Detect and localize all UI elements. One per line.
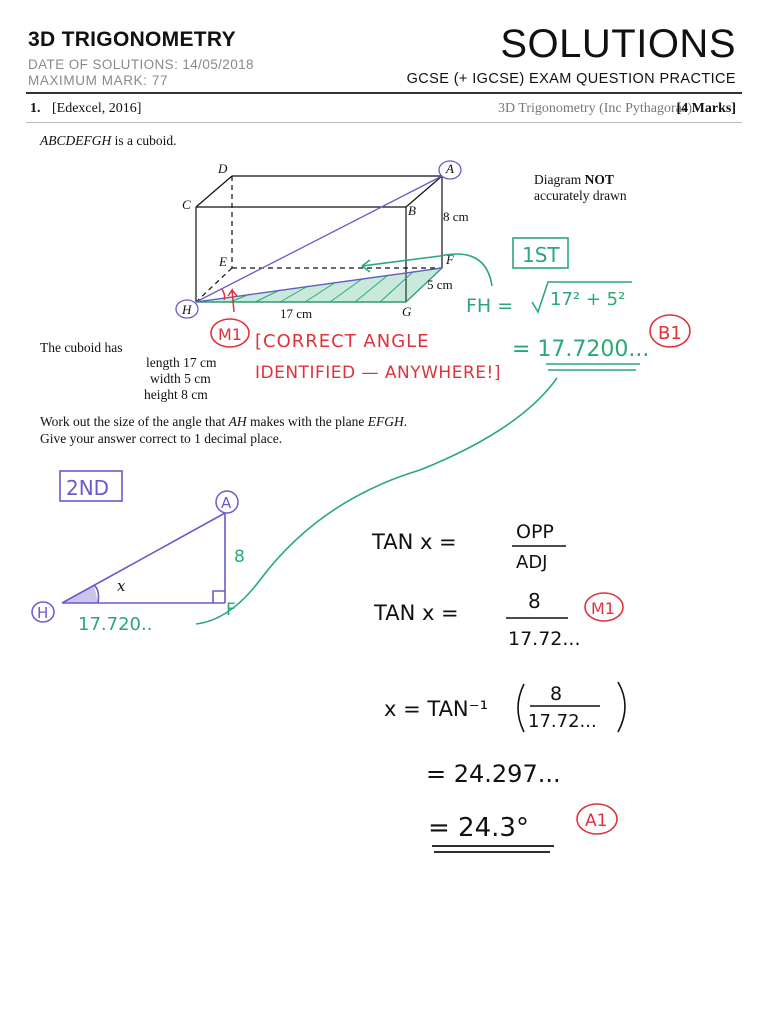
fh-value: = 17.7200... bbox=[512, 337, 650, 362]
eq3-numerator: 8 bbox=[550, 683, 563, 705]
question-topic: 3D Trigonometry (Inc Pythagoras) bbox=[497, 101, 692, 116]
connector-curve bbox=[196, 378, 557, 624]
solutions-heading: SOLUTIONS bbox=[500, 22, 736, 66]
question-precision: Give your answer correct to 1 decimal place. bbox=[40, 431, 283, 446]
fh-lhs: FH = bbox=[466, 295, 514, 317]
maximum-mark: MAXIMUM MARK: 77 bbox=[28, 73, 169, 88]
tri-side-8: 8 bbox=[234, 547, 245, 567]
question-task: Work out the size of the angle that AH makes with the plane EFGH. bbox=[40, 414, 408, 429]
correct-angle-line1: [CORRECT ANGLE bbox=[255, 331, 430, 352]
vertex-c: C bbox=[182, 197, 191, 212]
tri-vertex-f: F bbox=[226, 600, 236, 620]
eq1-denominator: ADJ bbox=[516, 552, 548, 573]
cuboid-length: length 17 cm bbox=[146, 355, 217, 370]
cuboid-has-label: The cuboid has bbox=[40, 340, 123, 355]
vertex-g: G bbox=[402, 304, 412, 319]
cuboid-height: height 8 cm bbox=[144, 387, 208, 402]
b1-mark: B1 bbox=[658, 323, 682, 344]
step1-label: 1ST bbox=[522, 243, 560, 267]
cuboid-width: width 5 cm bbox=[150, 371, 211, 386]
a1-mark: A1 bbox=[585, 811, 608, 831]
question-number: 1. bbox=[30, 101, 41, 116]
left-paren-icon bbox=[518, 684, 524, 732]
eq4: = 24.297... bbox=[426, 760, 561, 788]
eq3-denominator: 17.72... bbox=[528, 711, 597, 732]
tri-base: 17.720.. bbox=[78, 614, 153, 635]
tri-angle-x: x bbox=[117, 577, 126, 595]
dim-height: 8 cm bbox=[443, 209, 469, 224]
eq5-answer: = 24.3° bbox=[428, 813, 529, 843]
page-title: 3D TRIGONOMETRY bbox=[28, 28, 236, 51]
eq3-lhs: x = TAN⁻¹ bbox=[384, 697, 489, 721]
step2-label: 2ND bbox=[66, 476, 110, 500]
vertex-d: D bbox=[218, 161, 228, 176]
m1-mark-a: M1 bbox=[218, 325, 242, 344]
exam-subtitle: GCSE (+ IGCSE) EXAM QUESTION PRACTICE bbox=[406, 71, 736, 87]
vertex-b: B bbox=[408, 203, 416, 218]
question-marks: [4 Marks] bbox=[676, 101, 736, 116]
diagram-note: Diagram NOT bbox=[534, 172, 614, 187]
dim-width: 5 cm bbox=[427, 277, 453, 292]
vertex-h: H bbox=[182, 302, 192, 317]
dim-length: 17 cm bbox=[280, 306, 313, 321]
question-source: [Edexcel, 2016] bbox=[52, 101, 142, 116]
eq2-lhs: TAN x = bbox=[374, 601, 459, 625]
question-intro: ABCDEFGH is a cuboid. bbox=[40, 133, 177, 148]
date-of-solutions: DATE OF SOLUTIONS: 14/05/2018 bbox=[28, 57, 254, 72]
eq1-numerator: OPP bbox=[516, 521, 554, 543]
diagram-note-line2: accurately drawn bbox=[534, 188, 627, 203]
eq2-numerator: 8 bbox=[528, 589, 541, 613]
vertex-f: F bbox=[446, 252, 454, 267]
eq1-lhs: TAN x = bbox=[372, 530, 457, 554]
m1-mark-b: M1 bbox=[591, 599, 615, 618]
eq2-denominator: 17.72... bbox=[508, 628, 581, 650]
right-paren-icon bbox=[618, 682, 625, 732]
tri-vertex-h: H bbox=[37, 604, 49, 622]
vertex-e: E bbox=[219, 254, 227, 269]
angle-shade bbox=[62, 585, 98, 603]
fh-rhs: 17² + 5² bbox=[550, 289, 626, 310]
correct-angle-line2: IDENTIFIED — ANYWHERE!] bbox=[255, 363, 501, 383]
tri-vertex-a: A bbox=[221, 494, 232, 512]
vertex-a: A bbox=[446, 161, 454, 176]
